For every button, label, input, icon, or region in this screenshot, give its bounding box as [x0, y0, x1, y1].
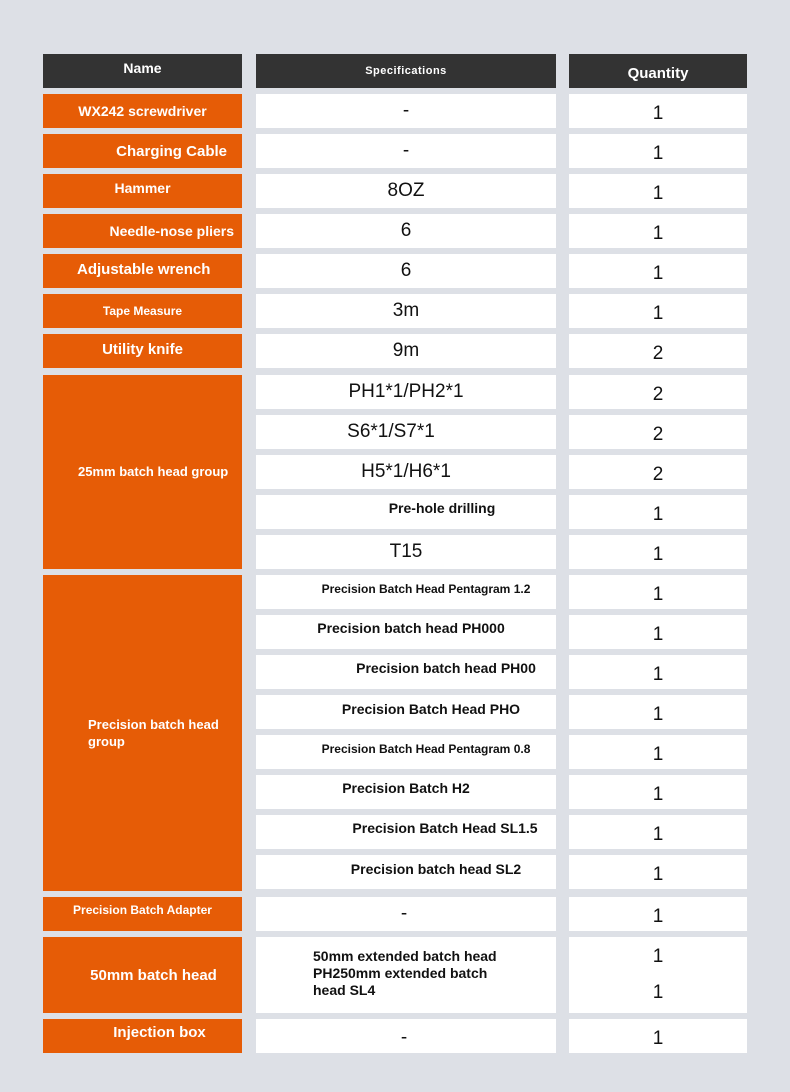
spec-cell: [256, 575, 556, 609]
qty-cell: [569, 655, 747, 689]
spec-value: -: [400, 1027, 408, 1048]
spec-cell: [256, 495, 556, 529]
name-cell: [43, 174, 242, 208]
name-cell: [43, 214, 242, 248]
qty-value: 1: [652, 704, 664, 725]
qty-value: 1: [652, 183, 664, 204]
qty-value: 1: [652, 544, 664, 565]
spec-cell: [256, 94, 556, 128]
spec-cell: [256, 655, 556, 689]
name-label: Precision batch head group: [88, 717, 219, 749]
name-label: 25mm batch head group: [78, 463, 229, 479]
qty-value: 2: [652, 464, 664, 485]
spec-cell: [256, 214, 556, 248]
name-cell: [43, 134, 242, 168]
header-specifications-label: Specifications: [365, 65, 447, 77]
qty-value: 1: [652, 906, 664, 927]
spec-cell: [256, 695, 556, 729]
spec-value: Pre-hole drilling: [388, 500, 496, 516]
spec-value: 8OZ: [387, 180, 425, 201]
name-cell: [43, 334, 242, 368]
header-quantity-label: Quantity: [627, 64, 689, 82]
spec-value: 6: [400, 260, 412, 281]
spec-cell: [256, 815, 556, 849]
spec-value: Precision Batch Head Pentagram 1.2: [321, 582, 531, 596]
name-label: Charging Cable: [116, 142, 227, 160]
spec-cell: [256, 455, 556, 489]
qty-value: 1: [652, 263, 664, 284]
spec-cell: [256, 334, 556, 368]
qty-cell: [569, 575, 747, 609]
name-cell: [43, 897, 242, 931]
qty-value: 2: [652, 343, 664, 364]
spec-cell: [256, 855, 556, 889]
spec-cell: [256, 415, 556, 449]
spec-value: -: [400, 903, 408, 924]
qty-cell: [569, 897, 747, 931]
spec-value: PH1*1/PH2*1: [348, 381, 464, 402]
spec-value: 9m: [392, 340, 420, 361]
qty-cell: [569, 134, 747, 168]
qty-cell: [569, 937, 747, 1013]
name-label: 50mm batch head: [90, 966, 217, 984]
spec-value: 6: [400, 220, 412, 241]
spec-value: H5*1/H6*1: [361, 461, 451, 482]
qty-value: 1: [652, 824, 664, 845]
name-label: Utility knife: [102, 340, 183, 358]
qty-value: 1: [652, 664, 664, 685]
qty-cell: [569, 254, 747, 288]
qty-cell: [569, 735, 747, 769]
qty-cell: [569, 94, 747, 128]
name-label: WX242 screwdriver: [78, 103, 207, 119]
qty-cell: [569, 495, 747, 529]
name-label: Adjustable wrench: [77, 260, 211, 278]
name-cell: [43, 375, 242, 569]
spec-cell: [256, 615, 556, 649]
qty-cell: [569, 334, 747, 368]
qty-value: 1: [652, 784, 664, 805]
spec-value: Precision batch head PH000: [317, 620, 505, 636]
qty-value: 1: [652, 143, 664, 164]
qty-value: 1: [652, 624, 664, 645]
spec-cell: [256, 375, 556, 409]
qty-value: 2: [652, 424, 664, 445]
qty-value: 1: [652, 504, 664, 525]
qty-value: 1: [652, 1028, 664, 1049]
name-label: Injection box: [113, 1023, 206, 1041]
header-name-label: Name: [123, 60, 162, 76]
spec-value: 50mm extended batch head PH250mm extended batch head SL4: [313, 947, 497, 998]
spec-cell: [256, 535, 556, 569]
qty-cell: [569, 1019, 747, 1053]
spec-value: Precision batch head PH00: [356, 660, 536, 676]
spec-value: Precision Batch Head Pentagram 0.8: [321, 742, 531, 756]
spec-value: Precision Batch Head SL1.5: [352, 820, 538, 836]
qty-cell: [569, 535, 747, 569]
qty-value: 1: [652, 946, 664, 967]
spec-value: Precision Batch H2: [342, 780, 470, 796]
spec-value: Precision Batch Head PHO: [341, 701, 521, 717]
qty-cell: [569, 695, 747, 729]
spec-value: -: [402, 140, 410, 161]
qty-cell: [569, 214, 747, 248]
spec-cell: [256, 134, 556, 168]
spec-cell: [256, 937, 556, 1013]
qty-value: 1: [652, 584, 664, 605]
qty-cell: [569, 775, 747, 809]
name-cell: [43, 1019, 242, 1053]
name-label: Precision Batch Adapter: [73, 903, 212, 917]
name-label: Needle-nose pliers: [109, 223, 234, 239]
qty-cell: [569, 815, 747, 849]
qty-value: 1: [652, 103, 664, 124]
spec-value: -: [402, 100, 410, 121]
qty-value: 2: [652, 384, 664, 405]
qty-value: 1: [652, 223, 664, 244]
spec-value: S6*1/S7*1: [347, 421, 435, 442]
name-label: Tape Measure: [102, 304, 183, 318]
spec-value: 3m: [392, 300, 420, 321]
header-specifications: [256, 54, 556, 88]
qty-value: 1: [652, 303, 664, 324]
qty-cell: [569, 375, 747, 409]
qty-cell: [569, 615, 747, 649]
name-cell: [43, 94, 242, 128]
name-cell: [43, 254, 242, 288]
spec-value: T15: [389, 541, 423, 562]
spec-cell: [256, 294, 556, 328]
spec-cell: [256, 1019, 556, 1053]
qty-value: 1: [652, 982, 664, 1003]
qty-cell: [569, 415, 747, 449]
name-label: Hammer: [114, 180, 171, 196]
header-quantity: [569, 54, 747, 88]
spec-value: Precision batch head SL2: [350, 861, 522, 877]
name-cell: [43, 937, 242, 1013]
qty-cell: [569, 855, 747, 889]
name-cell: [43, 575, 242, 891]
spec-cell: [256, 897, 556, 931]
header-name: [43, 54, 242, 88]
name-cell: [43, 294, 242, 328]
qty-value: 1: [652, 864, 664, 885]
spec-cell: [256, 735, 556, 769]
qty-cell: [569, 455, 747, 489]
qty-value: 1: [652, 744, 664, 765]
qty-cell: [569, 174, 747, 208]
spec-cell: [256, 254, 556, 288]
qty-cell: [569, 294, 747, 328]
spec-cell: [256, 174, 556, 208]
spec-cell: [256, 775, 556, 809]
